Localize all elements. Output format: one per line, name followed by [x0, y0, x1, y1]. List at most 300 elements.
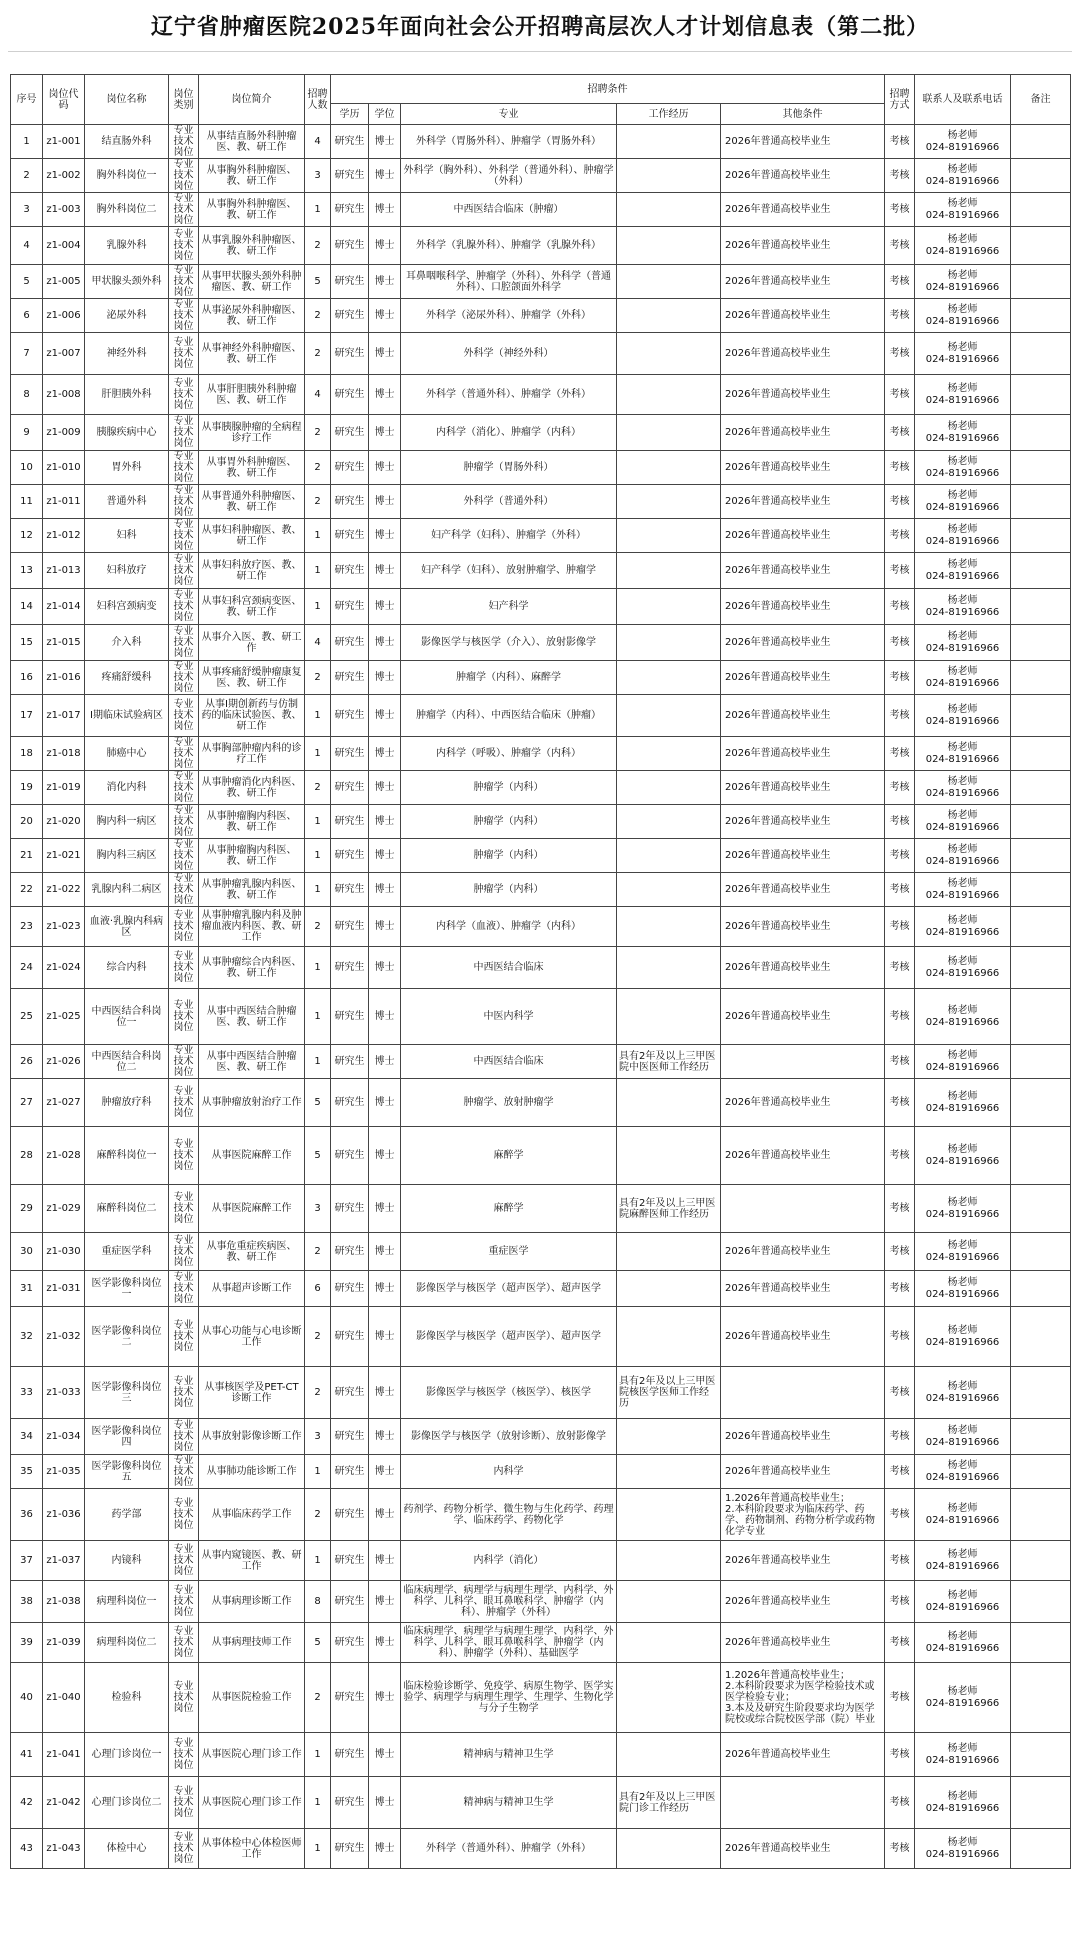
cell-degree: 博士	[369, 333, 401, 375]
cell-method: 考核	[885, 1455, 915, 1489]
cell-count: 1	[305, 1455, 331, 1489]
cell-name: 心理门诊岗位二	[85, 1777, 169, 1829]
cell-experience	[617, 661, 721, 695]
contact-name: 杨老师	[947, 630, 978, 642]
cell-edu: 研究生	[331, 1127, 369, 1185]
cell-remark	[1011, 415, 1071, 451]
contact-name: 杨老师	[947, 1790, 978, 1802]
cell-experience	[617, 1733, 721, 1777]
cell-remark	[1011, 737, 1071, 771]
cell-other: 2026年普通高校毕业生	[721, 1455, 885, 1489]
cell-count: 2	[305, 1663, 331, 1733]
contact-phone: 024-81916966	[925, 1601, 1000, 1613]
cell-count: 5	[305, 1079, 331, 1127]
cell-degree: 博士	[369, 1045, 401, 1079]
cell-code: z1-015	[43, 625, 85, 661]
cell-count: 2	[305, 771, 331, 805]
cell-name: 妇科放疗	[85, 553, 169, 589]
cell-major: 肿瘤学（胃肠外科）	[401, 451, 617, 485]
contact-phone: 024-81916966	[925, 642, 1000, 654]
cell-intro: 从事普通外科肿瘤医、教、研工作	[199, 485, 305, 519]
cell-count: 1	[305, 989, 331, 1045]
contact-name: 杨老师	[947, 233, 978, 245]
cell-count: 1	[305, 589, 331, 625]
contact-name: 杨老师	[947, 741, 978, 753]
table-row	[11, 1271, 1071, 1307]
cell-other: 2026年普通高校毕业生	[721, 1829, 885, 1869]
cell-degree: 博士	[369, 451, 401, 485]
contact-phone: 024-81916966	[925, 855, 1000, 867]
table-row	[11, 1233, 1071, 1271]
cell-degree: 博士	[369, 1733, 401, 1777]
contact-name: 杨老师	[947, 843, 978, 855]
contact-phone: 024-81916966	[925, 787, 1000, 799]
contact-name: 杨老师	[947, 1239, 978, 1251]
cell-experience	[617, 227, 721, 265]
contact-name: 杨老师	[947, 382, 978, 394]
cell-code: z1-030	[43, 1233, 85, 1271]
table-row	[11, 333, 1071, 375]
cell-degree: 博士	[369, 1829, 401, 1869]
cell-major: 肿瘤学（内科）	[401, 873, 617, 907]
cell-category: 专业技术岗位	[169, 415, 199, 451]
cell-category: 专业技术岗位	[169, 125, 199, 159]
cell-method: 考核	[885, 1663, 915, 1733]
cell-category: 专业技术岗位	[169, 265, 199, 299]
cell-name: 医学影像科岗位四	[85, 1419, 169, 1455]
cell-major: 临床检验诊断学、免疫学、病原生物学、医学实验学、病理学与病理生理学、生理学、生物化学与分子生物学	[401, 1663, 617, 1733]
cell-count: 5	[305, 1127, 331, 1185]
cell-degree: 博士	[369, 989, 401, 1045]
contact-name: 杨老师	[947, 665, 978, 677]
cell-degree: 博士	[369, 1367, 401, 1419]
contact-phone: 024-81916966	[925, 1208, 1000, 1220]
cell-other	[721, 1367, 885, 1419]
table-row	[11, 1127, 1071, 1185]
cell-category: 专业技术岗位	[169, 695, 199, 737]
cell-method: 考核	[885, 771, 915, 805]
table-row	[11, 947, 1071, 989]
cell-remark	[1011, 1127, 1071, 1185]
cell-seq: 18	[11, 737, 43, 771]
table-row	[11, 839, 1071, 873]
cell-seq: 22	[11, 873, 43, 907]
cell-other: 2026年普通高校毕业生	[721, 333, 885, 375]
cell-method: 考核	[885, 1185, 915, 1233]
cell-other: 2026年普通高校毕业生	[721, 907, 885, 947]
cell-degree: 博士	[369, 1541, 401, 1581]
table-row	[11, 485, 1071, 519]
contact-phone: 024-81916966	[925, 606, 1000, 618]
cell-method: 考核	[885, 415, 915, 451]
cell-other: 2026年普通高校毕业生	[721, 1307, 885, 1367]
cell-edu: 研究生	[331, 519, 369, 553]
cell-edu: 研究生	[331, 333, 369, 375]
table-row	[11, 1489, 1071, 1541]
contact-name: 杨老师	[947, 1630, 978, 1642]
cell-count: 1	[305, 553, 331, 589]
cell-major: 肿瘤学（内科）、麻醉学	[401, 661, 617, 695]
table-row	[11, 375, 1071, 415]
cell-remark	[1011, 1185, 1071, 1233]
cell-major: 药剂学、药物分析学、微生物与生化药学、药理学、临床药学、药物化学	[401, 1489, 617, 1541]
contact-name: 杨老师	[947, 163, 978, 175]
cell-remark	[1011, 1777, 1071, 1829]
cell-major: 妇产科学（妇科）、放射肿瘤学、肿瘤学	[401, 553, 617, 589]
cell-edu: 研究生	[331, 989, 369, 1045]
cell-intro: 从事体检中心体检医师工作	[199, 1829, 305, 1869]
cell-code: z1-029	[43, 1185, 85, 1233]
cell-contact	[915, 333, 1011, 375]
cell-intro: 从事内窥镜医、教、研工作	[199, 1541, 305, 1581]
cell-contact	[915, 227, 1011, 265]
cell-major: 影像医学与核医学（介入）、放射影像学	[401, 625, 617, 661]
cell-seq: 13	[11, 553, 43, 589]
cell-category: 专业技术岗位	[169, 947, 199, 989]
cell-edu: 研究生	[331, 589, 369, 625]
cell-major: 内科学（呼吸）、肿瘤学（内科）	[401, 737, 617, 771]
cell-method: 考核	[885, 625, 915, 661]
cell-edu: 研究生	[331, 1581, 369, 1623]
cell-category: 专业技术岗位	[169, 1541, 199, 1581]
contact-phone: 024-81916966	[925, 715, 1000, 727]
cell-experience	[617, 375, 721, 415]
cell-count: 2	[305, 1489, 331, 1541]
cell-remark	[1011, 553, 1071, 589]
header-remark: 备注	[1011, 75, 1071, 125]
cell-category: 专业技术岗位	[169, 519, 199, 553]
cell-contact	[915, 1307, 1011, 1367]
table-row	[11, 1185, 1071, 1233]
cell-intro: 从事医院心理门诊工作	[199, 1733, 305, 1777]
cell-edu: 研究生	[331, 1541, 369, 1581]
cell-major: 妇产科学（妇科）、肿瘤学（外科）	[401, 519, 617, 553]
cell-method: 考核	[885, 333, 915, 375]
cell-intro: 从事超声诊断工作	[199, 1271, 305, 1307]
cell-major: 中西医结合临床	[401, 947, 617, 989]
cell-method: 考核	[885, 873, 915, 907]
cell-seq: 26	[11, 1045, 43, 1079]
cell-seq: 19	[11, 771, 43, 805]
cell-experience	[617, 1663, 721, 1733]
cell-major: 肿瘤学、放射肿瘤学	[401, 1079, 617, 1127]
cell-major: 肿瘤学（内科）	[401, 771, 617, 805]
header-seq: 序号	[11, 75, 43, 125]
cell-count: 1	[305, 193, 331, 227]
cell-experience: 具有2年及以上三甲医院核医学医师工作经历	[617, 1367, 721, 1419]
cell-contact	[915, 1079, 1011, 1127]
cell-count: 5	[305, 1623, 331, 1663]
cell-method: 考核	[885, 1127, 915, 1185]
cell-remark	[1011, 1307, 1071, 1367]
cell-code: z1-010	[43, 451, 85, 485]
header-edu: 学历	[331, 104, 369, 125]
cell-intro: 从事病理诊断工作	[199, 1581, 305, 1623]
cell-seq: 14	[11, 589, 43, 625]
cell-degree: 博士	[369, 1185, 401, 1233]
cell-edu: 研究生	[331, 839, 369, 873]
cell-contact	[915, 839, 1011, 873]
cell-category: 专业技术岗位	[169, 1127, 199, 1185]
cell-count: 3	[305, 1185, 331, 1233]
cell-code: z1-012	[43, 519, 85, 553]
cell-count: 1	[305, 805, 331, 839]
cell-seq: 24	[11, 947, 43, 989]
cell-experience	[617, 415, 721, 451]
cell-method: 考核	[885, 1623, 915, 1663]
cell-count: 8	[305, 1581, 331, 1623]
cell-other: 1.2026年普通高校毕业生； 2.本科阶段要求为医学检验技术或医学检验专业； 3.本及及研究生阶段要求均为医学院校或综合院校医学部（院）毕业	[721, 1663, 885, 1733]
cell-experience	[617, 265, 721, 299]
cell-category: 专业技术岗位	[169, 661, 199, 695]
cell-major: 影像医学与核医学（超声医学）、超声医学	[401, 1307, 617, 1367]
cell-name: 消化内科	[85, 771, 169, 805]
cell-contact	[915, 299, 1011, 333]
cell-contact	[915, 771, 1011, 805]
cell-remark	[1011, 227, 1071, 265]
cell-major: 临床病理学、病理学与病理生理学、内科学、外科学、儿科学、眼耳鼻喉科学、肿瘤学（内科）、肿瘤学（外科）、基础医学	[401, 1623, 617, 1663]
cell-count: 1	[305, 519, 331, 553]
cell-count: 2	[305, 415, 331, 451]
cell-experience	[617, 159, 721, 193]
cell-name: 医学影像科岗位二	[85, 1307, 169, 1367]
cell-intro: 从事肿瘤胸内科医、教、研工作	[199, 805, 305, 839]
cell-seq: 30	[11, 1233, 43, 1271]
cell-name: 肿瘤放疗科	[85, 1079, 169, 1127]
cell-contact	[915, 159, 1011, 193]
cell-experience	[617, 947, 721, 989]
cell-method: 考核	[885, 947, 915, 989]
contact-name: 杨老师	[947, 955, 978, 967]
contact-name: 杨老师	[947, 341, 978, 353]
contact-phone: 024-81916966	[925, 1514, 1000, 1526]
header-method: 招聘方式	[885, 75, 915, 125]
cell-experience	[617, 771, 721, 805]
cell-intro: 从事肿瘤综合内科医、教、研工作	[199, 947, 305, 989]
cell-category: 专业技术岗位	[169, 227, 199, 265]
cell-contact	[915, 125, 1011, 159]
cell-remark	[1011, 873, 1071, 907]
cell-remark	[1011, 1489, 1071, 1541]
cell-remark	[1011, 625, 1071, 661]
cell-intro: 从事介入医、教、研工作	[199, 625, 305, 661]
cell-other: 2026年普通高校毕业生	[721, 415, 885, 451]
header-contact: 联系人及联系电话	[915, 75, 1011, 125]
cell-intro: 从事肝胆胰外科肿瘤医、教、研工作	[199, 375, 305, 415]
cell-other: 2026年普通高校毕业生	[721, 1271, 885, 1307]
contact-phone: 024-81916966	[925, 926, 1000, 938]
cell-contact	[915, 907, 1011, 947]
cell-other: 2026年普通高校毕业生	[721, 1233, 885, 1271]
cell-method: 考核	[885, 907, 915, 947]
cell-seq: 37	[11, 1541, 43, 1581]
cell-degree: 博士	[369, 1489, 401, 1541]
cell-edu: 研究生	[331, 1733, 369, 1777]
contact-phone: 024-81916966	[925, 570, 1000, 582]
cell-category: 专业技术岗位	[169, 1307, 199, 1367]
cell-edu: 研究生	[331, 907, 369, 947]
cell-name: 重症医学科	[85, 1233, 169, 1271]
cell-count: 2	[305, 451, 331, 485]
contact-phone: 024-81916966	[925, 753, 1000, 765]
cell-intro: 从事肿瘤乳腺内科及肿瘤血液内科医、教、研工作	[199, 907, 305, 947]
cell-count: 2	[305, 661, 331, 695]
cell-seq: 10	[11, 451, 43, 485]
cell-other: 1.2026年普通高校毕业生； 2.本科阶段要求为临床药学、药学、药物制剂、药物分析学或药物化学专业	[721, 1489, 885, 1541]
cell-contact	[915, 873, 1011, 907]
table-row	[11, 193, 1071, 227]
cell-other	[721, 1777, 885, 1829]
cell-code: z1-020	[43, 805, 85, 839]
cell-other: 2026年普通高校毕业生	[721, 125, 885, 159]
cell-code: z1-022	[43, 873, 85, 907]
contact-name: 杨老师	[947, 455, 978, 467]
cell-method: 考核	[885, 553, 915, 589]
table-row	[11, 159, 1071, 193]
cell-major: 内科学（血液）、肿瘤学（内科）	[401, 907, 617, 947]
cell-name: 麻醉科岗位一	[85, 1127, 169, 1185]
cell-other: 2026年普通高校毕业生	[721, 1581, 885, 1623]
cell-major: 中医内科学	[401, 989, 617, 1045]
cell-seq: 20	[11, 805, 43, 839]
cell-code: z1-003	[43, 193, 85, 227]
cell-degree: 博士	[369, 265, 401, 299]
contact-phone: 024-81916966	[925, 353, 1000, 365]
contact-name: 杨老师	[947, 1589, 978, 1601]
table-row	[11, 1455, 1071, 1489]
cell-count: 1	[305, 737, 331, 771]
cell-other: 2026年普通高校毕业生	[721, 771, 885, 805]
cell-major: 麻醉学	[401, 1185, 617, 1233]
header-category: 岗位类别	[169, 75, 199, 125]
cell-method: 考核	[885, 1079, 915, 1127]
cell-other: 2026年普通高校毕业生	[721, 265, 885, 299]
table-row	[11, 1367, 1071, 1419]
cell-name: 疼痛舒缓科	[85, 661, 169, 695]
cell-intro: 从事肿瘤放射治疗工作	[199, 1079, 305, 1127]
cell-method: 考核	[885, 227, 915, 265]
cell-remark	[1011, 1419, 1071, 1455]
cell-degree: 博士	[369, 771, 401, 805]
cell-intro: 从事I期创新药与仿制药的临床试验医、教、研工作	[199, 695, 305, 737]
cell-intro: 从事泌尿外科肿瘤医、教、研工作	[199, 299, 305, 333]
cell-category: 专业技术岗位	[169, 1581, 199, 1623]
cell-major: 内科学（消化）	[401, 1541, 617, 1581]
cell-remark	[1011, 1541, 1071, 1581]
cell-remark	[1011, 1271, 1071, 1307]
cell-remark	[1011, 1581, 1071, 1623]
cell-experience	[617, 1623, 721, 1663]
header-code: 岗位代码	[43, 75, 85, 125]
cell-other: 2026年普通高校毕业生	[721, 625, 885, 661]
cell-other: 2026年普通高校毕业生	[721, 227, 885, 265]
contact-phone: 024-81916966	[925, 1251, 1000, 1263]
cell-count: 6	[305, 1271, 331, 1307]
cell-seq: 9	[11, 415, 43, 451]
cell-edu: 研究生	[331, 375, 369, 415]
cell-intro: 从事肿瘤乳腺内科医、教、研工作	[199, 873, 305, 907]
contact-name: 杨老师	[947, 1196, 978, 1208]
table-row	[11, 415, 1071, 451]
cell-code: z1-031	[43, 1271, 85, 1307]
cell-code: z1-002	[43, 159, 85, 193]
cell-code: z1-036	[43, 1489, 85, 1541]
table-row	[11, 737, 1071, 771]
cell-contact	[915, 1733, 1011, 1777]
cell-edu: 研究生	[331, 299, 369, 333]
cell-name: 神经外科	[85, 333, 169, 375]
cell-major: 精神病与精神卫生学	[401, 1777, 617, 1829]
cell-category: 专业技术岗位	[169, 485, 199, 519]
header-other: 其他条件	[721, 104, 885, 125]
cell-experience	[617, 873, 721, 907]
cell-intro: 从事妇科放疗医、教、研工作	[199, 553, 305, 589]
cell-remark	[1011, 805, 1071, 839]
cell-major: 外科学（乳腺外科）、肿瘤学（乳腺外科）	[401, 227, 617, 265]
cell-category: 专业技术岗位	[169, 553, 199, 589]
contact-name: 杨老师	[947, 129, 978, 141]
cell-method: 考核	[885, 1777, 915, 1829]
cell-name: 内镜科	[85, 1541, 169, 1581]
cell-contact	[915, 1127, 1011, 1185]
cell-seq: 32	[11, 1307, 43, 1367]
cell-other: 2026年普通高校毕业生	[721, 485, 885, 519]
contact-name: 杨老师	[947, 1459, 978, 1471]
contact-phone: 024-81916966	[925, 1102, 1000, 1114]
cell-major: 肿瘤学（内科）	[401, 805, 617, 839]
table-row	[11, 227, 1071, 265]
cell-code: z1-008	[43, 375, 85, 415]
cell-method: 考核	[885, 1045, 915, 1079]
cell-edu: 研究生	[331, 1623, 369, 1663]
cell-experience	[617, 907, 721, 947]
cell-method: 考核	[885, 1733, 915, 1777]
table-row	[11, 519, 1071, 553]
cell-code: z1-034	[43, 1419, 85, 1455]
cell-category: 专业技术岗位	[169, 907, 199, 947]
cell-name: 医学影像科岗位五	[85, 1455, 169, 1489]
cell-contact	[915, 625, 1011, 661]
table-row	[11, 805, 1071, 839]
cell-edu: 研究生	[331, 947, 369, 989]
cell-intro: 从事妇科肿瘤医、教、研工作	[199, 519, 305, 553]
cell-name: 病理科岗位一	[85, 1581, 169, 1623]
cell-edu: 研究生	[331, 159, 369, 193]
contact-phone: 024-81916966	[925, 394, 1000, 406]
cell-degree: 博士	[369, 1307, 401, 1367]
contact-phone: 024-81916966	[925, 141, 1000, 153]
cell-count: 2	[305, 485, 331, 519]
contact-name: 杨老师	[947, 1090, 978, 1102]
contact-phone: 024-81916966	[925, 1848, 1000, 1860]
cell-count: 1	[305, 1045, 331, 1079]
cell-edu: 研究生	[331, 1777, 369, 1829]
cell-remark	[1011, 1663, 1071, 1733]
cell-name: 介入科	[85, 625, 169, 661]
cell-contact	[915, 1367, 1011, 1419]
contact-name: 杨老师	[947, 303, 978, 315]
cell-experience	[617, 805, 721, 839]
cell-major: 临床病理学、病理学与病理生理学、内科学、外科学、儿科学、眼耳鼻喉科学、肿瘤学（内科）、肿瘤学（外科）	[401, 1581, 617, 1623]
cell-name: 胸内科三病区	[85, 839, 169, 873]
cell-code: z1-032	[43, 1307, 85, 1367]
cell-name: 体检中心	[85, 1829, 169, 1869]
cell-name: 血液·乳腺内科病区	[85, 907, 169, 947]
cell-intro: 从事胸部肿瘤内科的诊疗工作	[199, 737, 305, 771]
cell-count: 1	[305, 1829, 331, 1869]
cell-category: 专业技术岗位	[169, 1777, 199, 1829]
cell-contact	[915, 519, 1011, 553]
